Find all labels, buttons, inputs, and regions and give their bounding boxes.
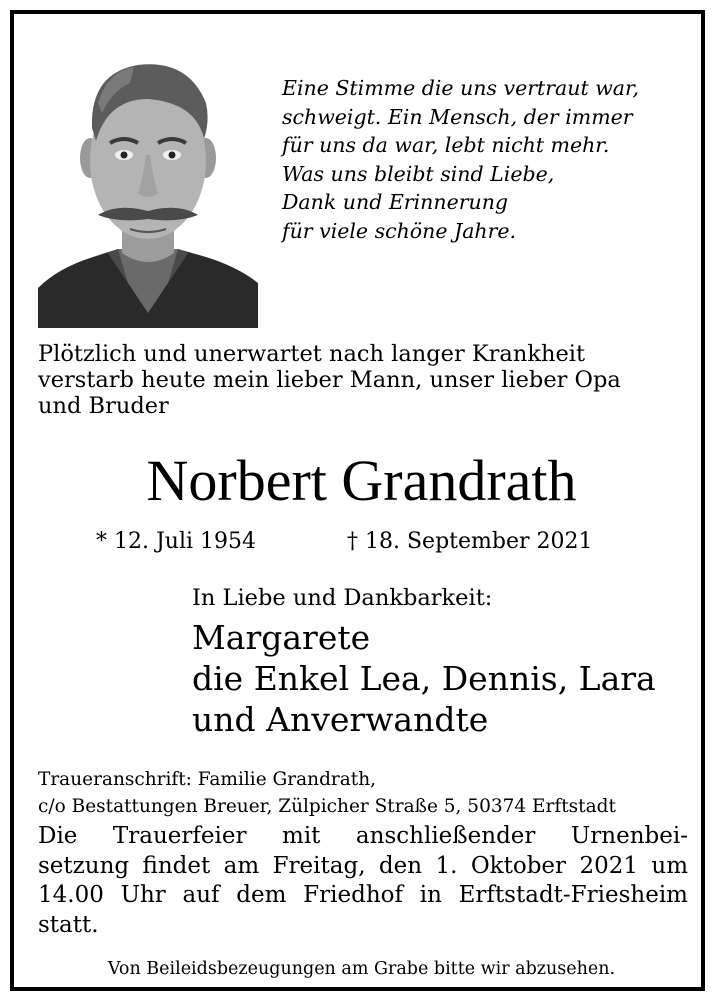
poem-line: Eine Stimme die uns vertraut war, (282, 76, 640, 100)
portrait-photo (38, 43, 258, 328)
address-line: c/o Bestattungen Breuer, Zülpicher Straße 5, 50374 Erftstadt (38, 796, 616, 817)
poem (282, 74, 692, 246)
birth-date: * 12. Juli 1954 (96, 529, 257, 554)
mourners-list (192, 617, 656, 740)
intro-text (38, 341, 688, 419)
poem-line: schweigt. Ein Mensch, der immer (282, 104, 633, 129)
ceremony-line: Die Trauerfeier mit anschließender Urnenbei- (38, 823, 688, 849)
poem-line: Dank und Erinnerung (282, 190, 509, 215)
condolence-note: Von Beileidsbezeugungen am Grabe bitte wir abzusehen. (107, 959, 616, 979)
poem-line: für viele schöne Jahre. (282, 218, 517, 243)
intro-line: verstarb heute mein lieber Mann, unser lieber Opa (38, 367, 621, 393)
death-date: † 18. September 2021 (347, 529, 593, 554)
intro-line: Plötzlich und unerwartet nach langer Krankheit (38, 341, 586, 367)
intro-line: und Bruder (38, 393, 169, 419)
ceremony-line: statt. (38, 911, 99, 938)
obituary-frame (10, 10, 705, 991)
mourner-line: Margarete (192, 618, 371, 657)
mourner-line: und Anverwandte (192, 700, 489, 739)
poem-line: für uns da war, lebt nicht mehr. (282, 133, 610, 158)
ceremony-text (38, 822, 688, 940)
mourners-heading: In Liebe und Dankbarkeit: (192, 585, 493, 611)
mourning-address (38, 766, 616, 820)
poem-line: Was uns bleibt sind Liebe, (282, 161, 555, 186)
mourner-line: die Enkel Lea, Dennis, Lara (192, 659, 656, 698)
address-line: Traueranschrift: Familie Grandrath, (38, 769, 377, 790)
ceremony-line: setzung findet am Freitag, den 1. Oktober 2021 um (38, 852, 688, 879)
ceremony-line: 14.00 Uhr auf dem Friedhof in Erftstadt-Friesheim (38, 882, 688, 908)
deceased-name: Norbert Grandrath (146, 448, 577, 513)
